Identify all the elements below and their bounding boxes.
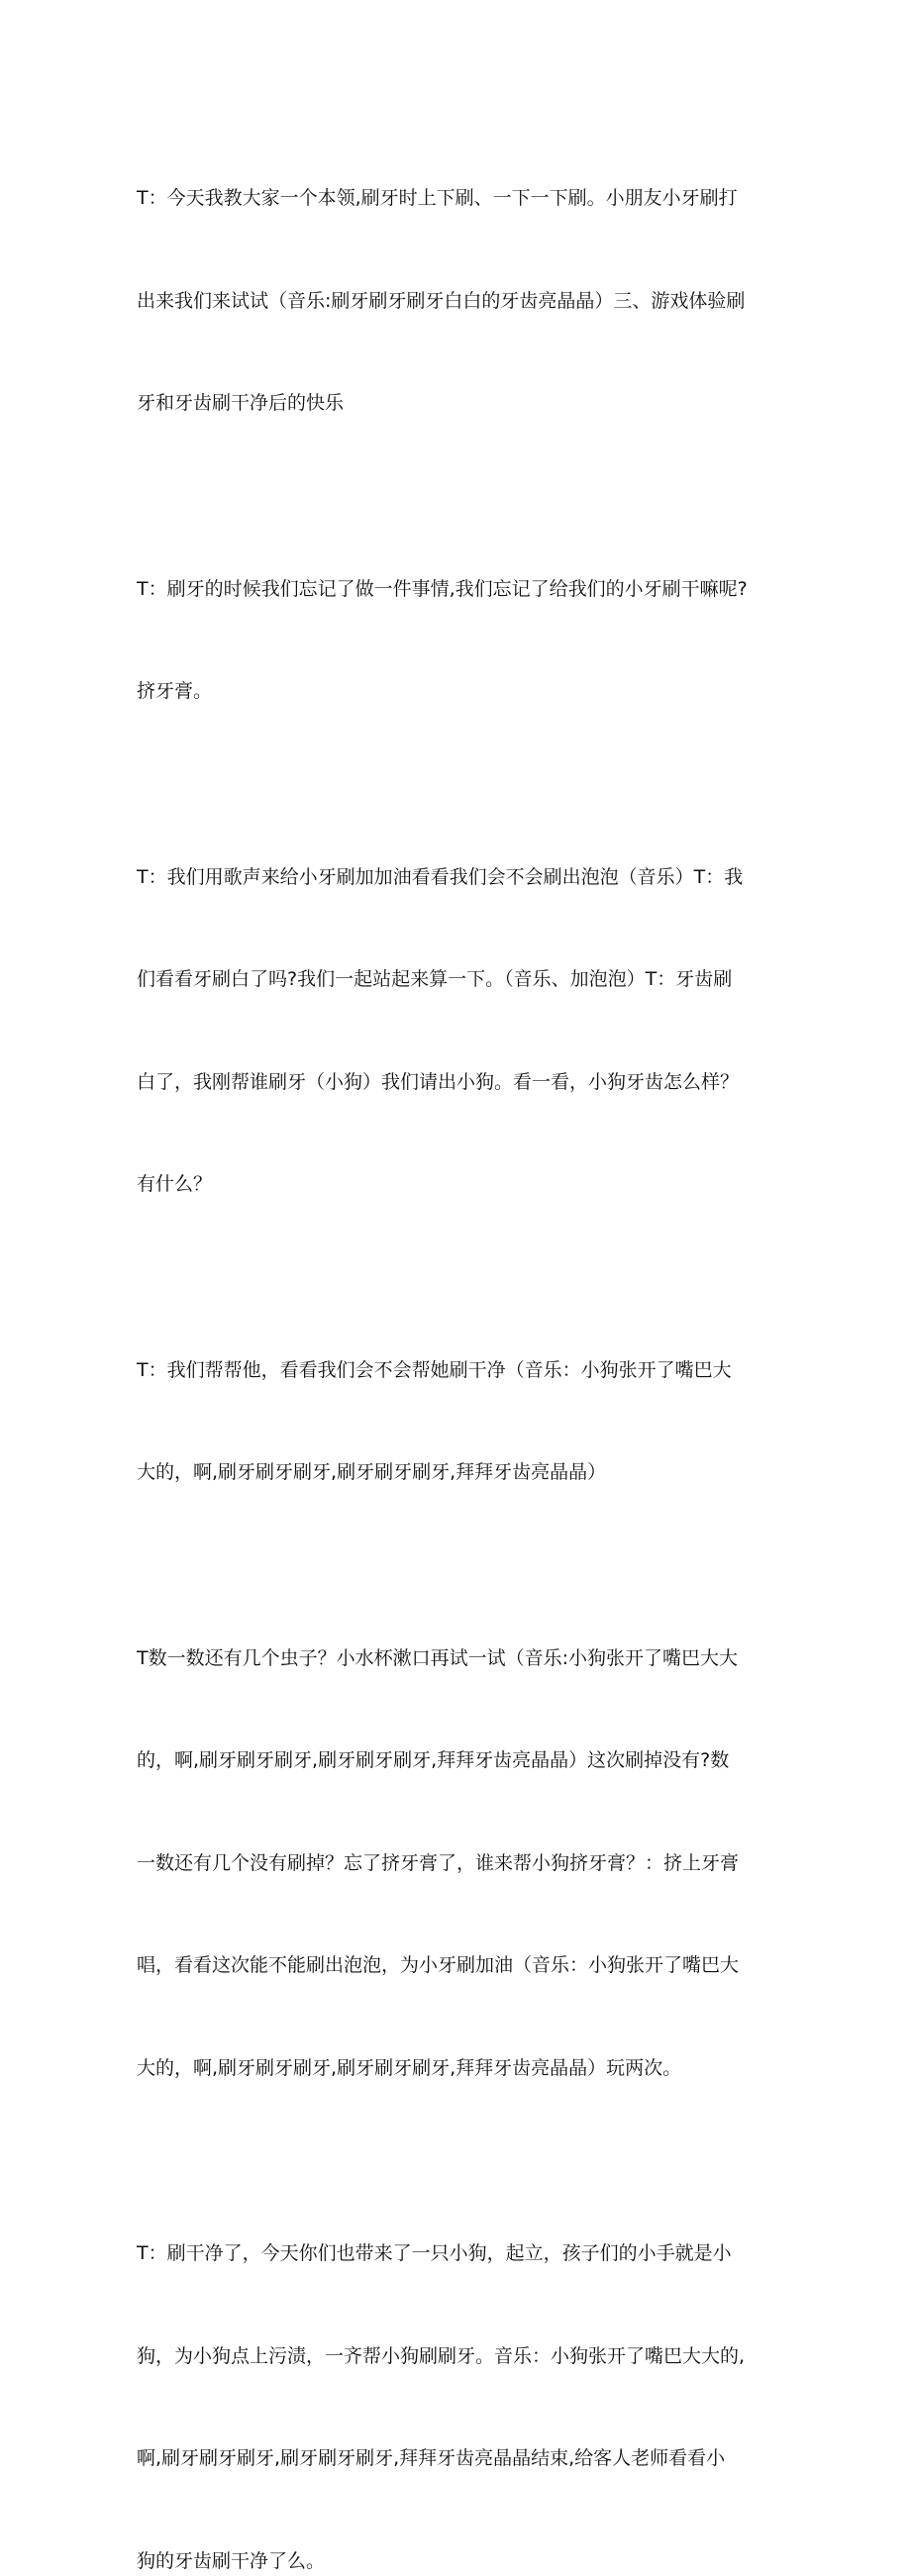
text-line: 啊,刷牙刷牙刷牙,刷牙刷牙刷牙,拜拜牙齿亮晶晶结束,给客人老师看看小 xyxy=(137,2441,780,2476)
text-line: T数一数还有几个虫子？小水杯漱口再试一试（音乐:小狗张开了嘴巴大大 xyxy=(137,1641,780,1676)
text-line: 挤牙膏。 xyxy=(137,674,780,709)
text-line: T：我们帮帮他，看看我们会不会帮她刷干净（音乐：小狗张开了嘴巴大 xyxy=(137,1353,780,1388)
text-line: 出来我们来试试（音乐:刷牙刷牙刷牙白白的牙齿亮晶晶）三、游戏体验刷 xyxy=(137,284,780,319)
text-line: 狗的牙齿刷干净了么。 xyxy=(137,2544,780,2576)
text-line: 唱，看看这次能不能刷出泡泡，为小牙刷加油（音乐：小狗张开了嘴巴大 xyxy=(137,1948,780,1983)
text-line: 白了，我刚帮谁刷牙（小狗）我们请出小狗。看一看，小狗牙齿怎么样？ xyxy=(137,1065,780,1100)
text-line: T：刷牙的时候我们忘记了做一件事情,我们忘记了给我们的小牙刷干嘛呢? xyxy=(137,572,780,607)
text-line: 一数还有几个没有刷掉？忘了挤牙膏了，谁来帮小狗挤牙膏？：挤上牙膏 xyxy=(137,1846,780,1881)
text-line: 狗，为小狗点上污渍，一齐帮小狗刷刷牙。音乐：小狗张开了嘴巴大大的, xyxy=(137,2339,780,2374)
paragraph-5 xyxy=(137,1573,780,2154)
document-body xyxy=(137,113,780,2576)
paragraph-6 xyxy=(137,2168,780,2576)
paragraph-2 xyxy=(137,504,780,777)
text-line: 大的，啊,刷牙刷牙刷牙,刷牙刷牙刷牙,拜拜牙齿亮晶晶） xyxy=(137,1455,780,1490)
paragraph-3 xyxy=(137,792,780,1270)
text-line: 有什么？ xyxy=(137,1167,780,1202)
text-line: T：刷干净了，今天你们也带来了一只小狗，起立，孩子们的小手就是小 xyxy=(137,2236,780,2271)
text-line: 大的，啊,刷牙刷牙刷牙,刷牙刷牙刷牙,拜拜牙齿亮晶晶）玩两次。 xyxy=(137,2051,780,2086)
paragraph-4 xyxy=(137,1285,780,1558)
text-line: 们看看牙刷白了吗?我们一起站起来算一下。（音乐、加泡泡）T：牙齿刷 xyxy=(137,962,780,997)
text-line: 牙和牙齿刷干净后的快乐 xyxy=(137,386,780,421)
paragraph-1 xyxy=(137,113,780,489)
text-line: T：今天我教大家一个本领,刷牙时上下刷、一下一下刷。小朋友小牙刷打 xyxy=(137,181,780,216)
text-line: T：我们用歌声来给小牙刷加加油看看我们会不会刷出泡泡（音乐）T：我 xyxy=(137,860,780,895)
text-line: 的，啊,刷牙刷牙刷牙,刷牙刷牙刷牙,拜拜牙齿亮晶晶）这次刷掉没有?数 xyxy=(137,1743,780,1778)
